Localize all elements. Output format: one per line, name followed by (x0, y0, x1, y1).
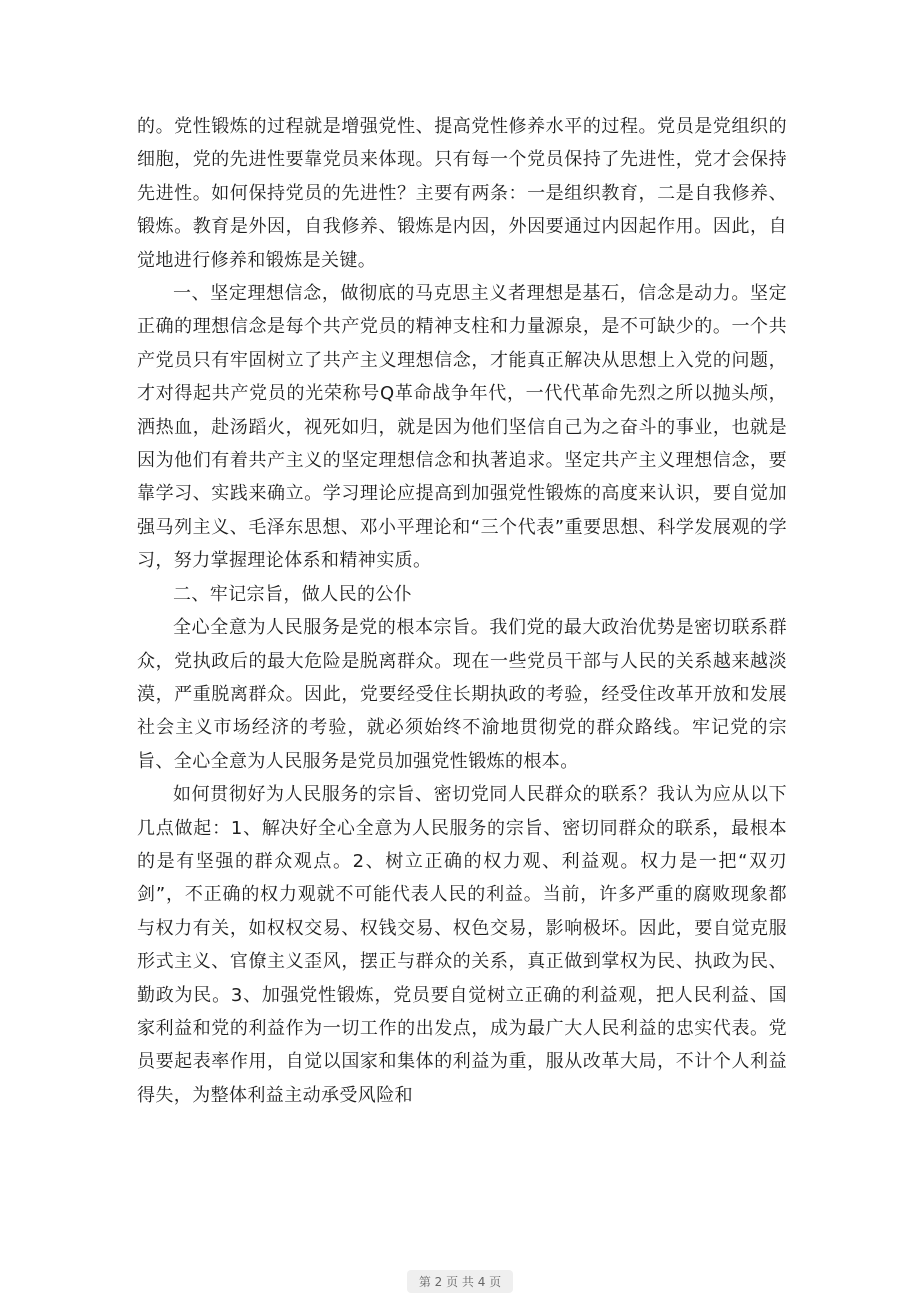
paragraph-ideals: 一、坚定理想信念，做彻底的马克思主义者理想是基石，信念是动力。坚定正确的理想信念是每个共产党员的精神支柱和力量源泉，是不可缺少的。一个共产党员只有牢固树立了共产主义理想信念，才能真正解决从思想上入党的问题，才对得起共产党员的光荣称号Q革命战争年代，一代代革命先烈之所以抛头颅，洒热血，赴汤蹈火，视死如归，就是因为他们坚信自己为之奋斗的事业，也就是因为他们有着共产主义的坚定理想信念和执著追求。坚定共产主义理想信念，要靠学习、实践来确立。学习理论应提高到加强党性锻炼的高度来认识，要自觉加强马列主义、毛泽东思想、邓小平理论和“三个代表”重要思想、科学发展观的学习，努力掌握理论体系和精神实质。 (137, 283, 787, 572)
paragraph-how-to: 如何贯彻好为人民服务的宗旨、密切党同人民群众的联系？我认为应从以下几点做起：1、解决好全心全意为人民服务的宗旨、密切同群众的联系，最根本的是有坚强的群众观点。2、树立正确的权力观、利益观。权力是一把“双刃剑”，不正确的权力观就不可能代表人民的利益。当前，许多严重的腐败现象都与权力有关，如权权交易、权钱交易、权色交易，影响极坏。因此，要自觉克服形式主义、官僚主义歪风，摆正与群众的关系，真正做到掌权为民、执政为民、勤政为民。3、加强党性锻炼，党员要自觉树立正确的利益观，把人民利益、国家利益和党的利益作为一切工作的出发点，成为最广大人民利益的忠实代表。党员要起表率作用，自觉以国家和集体的利益为重，服从改革大局，不计个人利益得失，为整体利益主动承受风险和 (137, 784, 787, 1106)
page-number: 第 2 页 共 4 页 (407, 1270, 513, 1293)
page-footer (0, 1269, 920, 1293)
paragraph-intro: 的。党性锻炼的过程就是增强党性、提高党性修养水平的过程。党员是党组织的细胞，党的先进性要靠党员来体现。只有每一个党员保持了先进性，党才会保持先进性。如何保持党员的先进性？主要有两条：一是组织教育，二是自我修养、锻炼。教育是外因，自我修养、锻炼是内因，外因要通过内因起作用。因此，自觉地进行修养和锻炼是关键。 (137, 116, 787, 271)
document-body (137, 110, 787, 1112)
paragraph-serve-people: 全心全意为人民服务是党的根本宗旨。我们党的最大政治优势是密切联系群众，党执政后的最大危险是脱离群众。现在一些党员干部与人民的关系越来越淡漠，严重脱离群众。因此，党要经受住长期执政的考验，经受住改革开放和发展社会主义市场经济的考验，就必须始终不渝地贯彻党的群众路线。牢记党的宗旨、全心全意为人民服务是党员加强党性锻炼的根本。 (137, 617, 787, 772)
section-heading-purpose: 二、牢记宗旨，做人民的公仆 (173, 583, 413, 605)
